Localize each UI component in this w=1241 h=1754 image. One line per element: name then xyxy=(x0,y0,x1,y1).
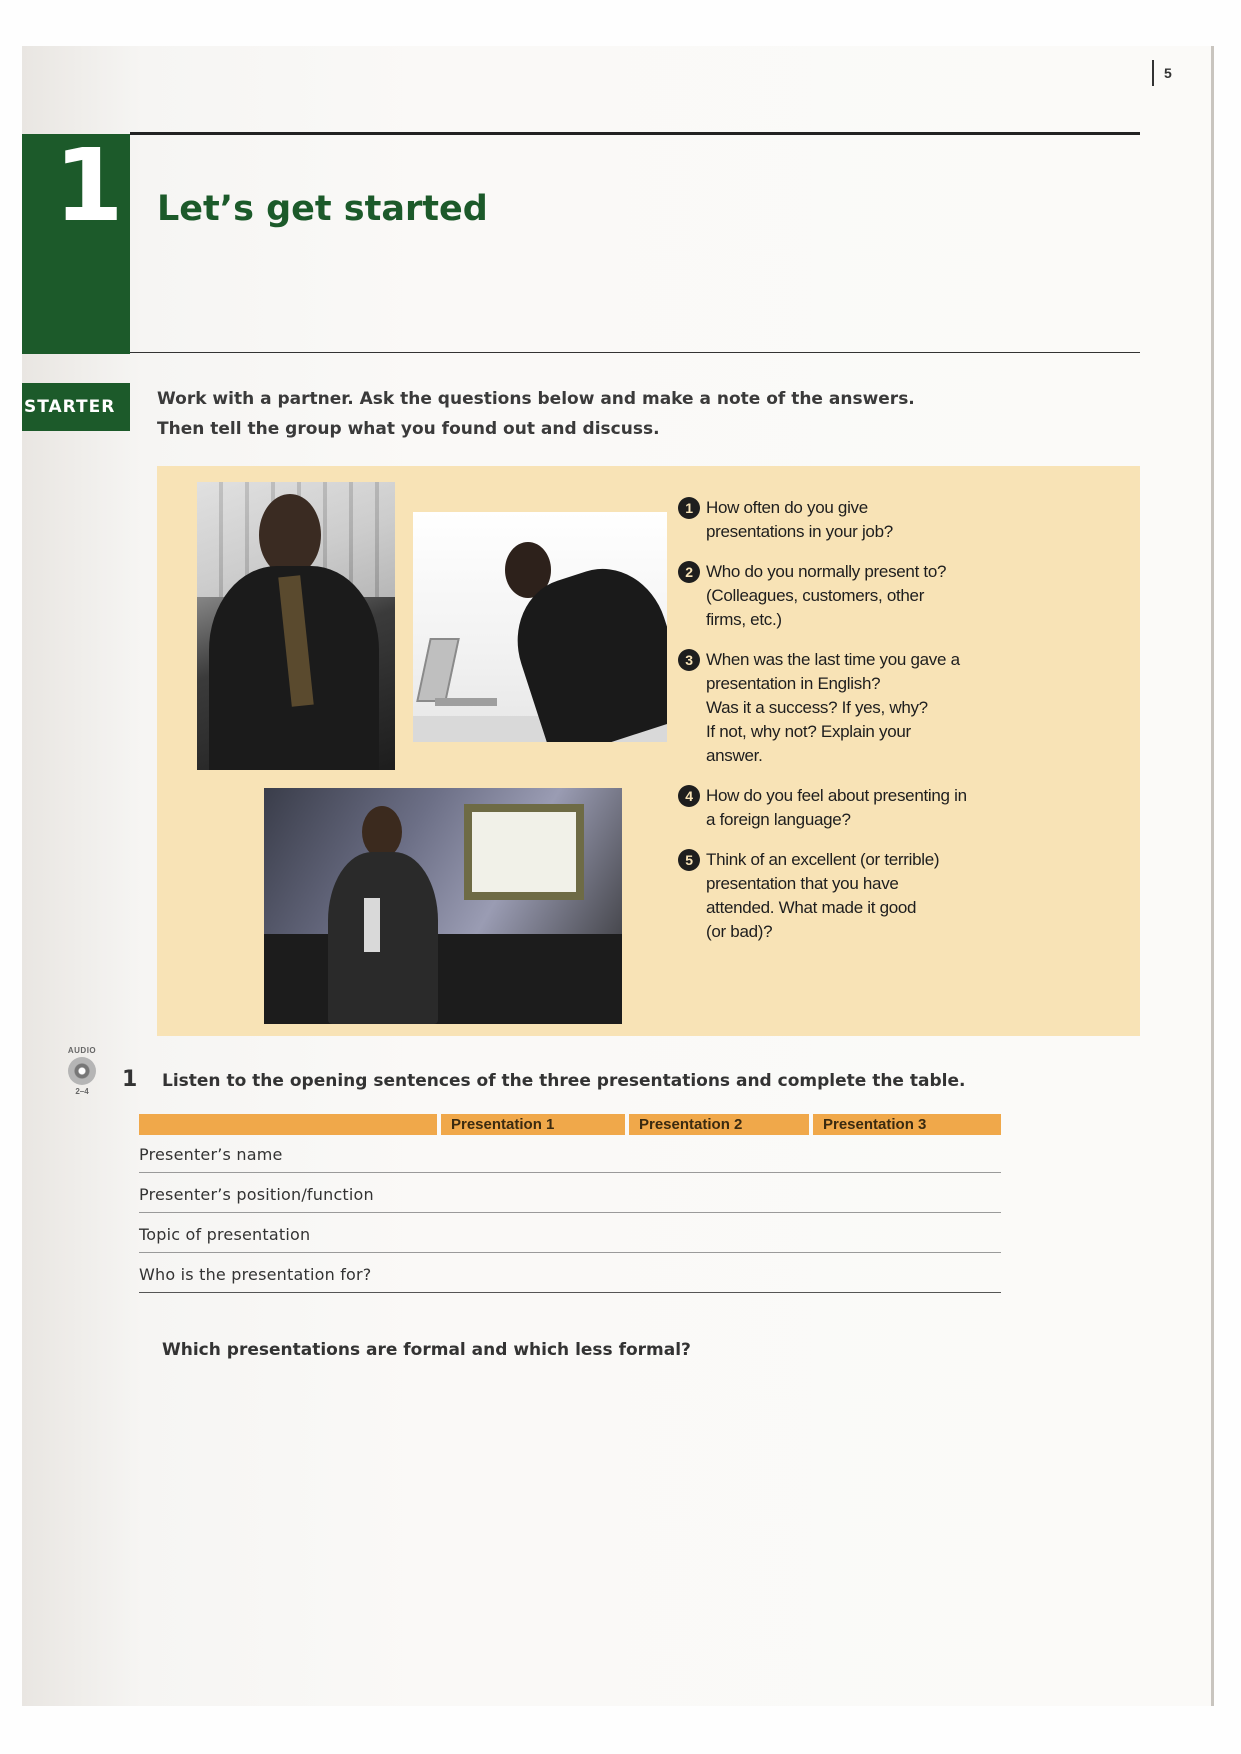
unit-title: Let’s get started xyxy=(157,189,488,229)
row-divider xyxy=(139,1172,1001,1173)
table-header-cell xyxy=(629,1114,809,1135)
question-text: When was the last time you gave a presentation in English? Was it a success? If yes, why? If not, why not? Explain your answer. xyxy=(706,650,960,765)
book-page xyxy=(22,46,1214,1706)
table-header-cell xyxy=(813,1114,1001,1135)
row-label: Presenter’s name xyxy=(139,1145,283,1164)
table-header-blank xyxy=(139,1114,437,1135)
exercise-number: 1 xyxy=(122,1067,138,1092)
audio-reference xyxy=(62,1046,102,1096)
starter-instruction-line-2: Then tell the group what you found out and discuss. xyxy=(157,419,660,439)
row-label: Topic of presentation xyxy=(139,1225,311,1244)
cd-icon xyxy=(68,1057,96,1085)
starter-instruction-line-1: Work with a partner. Ask the questions below and make a note of the answers. xyxy=(157,389,915,409)
starter-instruction xyxy=(157,384,1057,444)
question-number-icon: 3 xyxy=(678,649,700,671)
question-item xyxy=(678,560,1008,632)
question-text: Who do you normally present to? (Colleagues, customers, other firms, etc.) xyxy=(706,562,947,629)
question-item xyxy=(678,848,1008,944)
column-header: Presentation 1 xyxy=(451,1116,555,1133)
question-text: How often do you give presentations in your job? xyxy=(706,498,893,541)
audio-label: AUDIO xyxy=(67,1046,97,1055)
row-divider xyxy=(139,1252,1001,1253)
page-edge xyxy=(1211,46,1214,1706)
section-rule xyxy=(130,352,1140,353)
row-divider xyxy=(139,1212,1001,1213)
photo-businessman-tie xyxy=(197,482,395,770)
table-bottom-rule xyxy=(139,1292,1001,1293)
page-number: 5 xyxy=(1152,60,1172,86)
question-item xyxy=(678,496,1008,544)
unit-number: 1 xyxy=(54,127,122,244)
question-number-icon: 4 xyxy=(678,785,700,807)
starter-questions xyxy=(678,496,1008,960)
question-number-icon: 2 xyxy=(678,561,700,583)
question-text: How do you feel about presenting in a foreign language? xyxy=(706,786,967,829)
exercise-instruction: Listen to the opening sentences of the three presentations and complete the table. xyxy=(162,1071,966,1091)
row-label: Who is the presentation for? xyxy=(139,1265,372,1284)
question-text: Think of an excellent (or terrible) presentation that you have attended. What made it good (or bad)? xyxy=(706,850,940,941)
photo-man-meeting-room xyxy=(264,788,622,1024)
question-number-icon: 1 xyxy=(678,497,700,519)
table-header-cell xyxy=(441,1114,625,1135)
question-item xyxy=(678,784,1008,832)
column-header: Presentation 2 xyxy=(639,1116,743,1133)
follow-up-question: Which presentations are formal and which less formal? xyxy=(162,1340,691,1360)
column-header: Presentation 3 xyxy=(823,1116,927,1133)
starter-tab: STARTER xyxy=(22,383,130,431)
question-item xyxy=(678,648,1008,768)
header-rule xyxy=(130,132,1140,135)
row-label: Presenter’s position/function xyxy=(139,1185,374,1204)
audio-track-number: 2–4 xyxy=(75,1087,89,1096)
question-number-icon: 5 xyxy=(678,849,700,871)
photo-man-laptop xyxy=(413,512,667,742)
